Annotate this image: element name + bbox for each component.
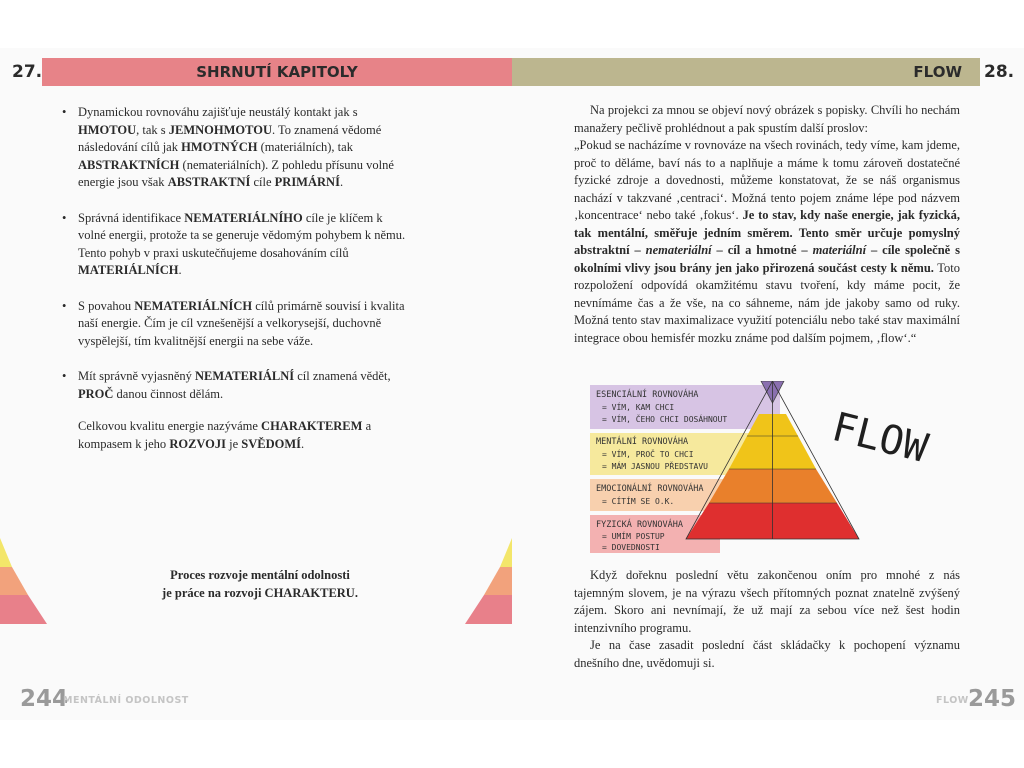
emphasis: – cíle společně s okolními vlivy jsou brány jen jako přirozená součást cesty k němu. <box>574 243 960 275</box>
level-line: = MÁM JASNOU PŘEDSTAVU <box>602 462 708 471</box>
summary-item: • Správná identifikace NEMATERIÁLNÍHO cíle je klíčem k volné energii, protože ta se generuje vědomým pohybem k němu. Tento pohyb v praxi uskutečňujeme dosahováním cílů MATERIÁLNÍCH. <box>60 210 410 280</box>
emphasis: ABSTRAKTNÍ <box>167 175 251 189</box>
left-page <box>0 48 512 720</box>
takeaway-line-2: je práce na rozvoji CHARAKTERU. <box>162 586 358 600</box>
flow-pyramid-illustration <box>584 381 964 553</box>
triangle-band-orange <box>0 567 28 595</box>
body-text-bottom <box>574 567 960 672</box>
emphasis: nemateriální <box>645 243 712 257</box>
level-line: = VÍM, KAM CHCI <box>602 403 675 412</box>
triangle-band-pink <box>0 595 47 624</box>
emphasis: HMOTNÝCH <box>181 140 258 154</box>
level-title: FYZICKÁ ROVNOVÁHA <box>596 520 683 530</box>
pyramid-tier-orange <box>709 469 837 503</box>
emphasis: SVĚDOMÍ <box>241 436 302 451</box>
page-number: 244 <box>20 686 69 712</box>
level-title: EMOCIONÁLNÍ ROVNOVÁHA <box>596 484 704 494</box>
emphasis: NEMATERIÁLNÍCH <box>134 298 253 313</box>
paragraph-reaction: Když dořeknu poslední větu zakončenou oním pro mnohé z nás tajemným slovem, je na výrazu všech přítomných poznat znatelně zvýšený zájem. Skoro ani nevnímají, že už mají za sebou více než šest hodin intenzivního programu. <box>574 568 960 635</box>
summary-item: • Dynamickou rovnováhu zajišťuje neustálý kontakt jak s HMOTOU, tak s JEMNOHMOTOU. To znamená vědomé následování cílů jak HMOTNÝCH (materiálních), tak ABSTRAKTNÍCH (nemateriálních). Z pohledu přísunu volné energie jsou však ABSTRAKTNÍ cíle PRIMÁRNÍ. <box>60 104 410 192</box>
paragraph-quote: „Pokud se nacházíme v rovnováze na všech rovinách, tedy víme, kam jdeme, proč to děláme, baví nás to a naplňuje a máme k tomu zároveň dostatečné fyzické zdroje a dovednosti, můžeme konstatovat, že se náš organismus nachází v takzvané ‚centraci‘. Možná tento pojem známe lépe pod názvem ‚koncentrace‘ nebo také ‚fokus‘. Je to stav, kdy naše energie, jak fyzická, tak mentální, směřuje jedním směrem. Tento směr určuje pomyslný abstraktní – nemateriální – cíl a hmotné – materiální – cíle společně s okolními vlivy jsou brány jen jako přirozená součást cesty k němu. Toto rozpoložení odpovídá okamžitému stavu tvoření, kdy máme pocit, že nevnímáme čas a že vše, na co sáhneme, nám jde jakoby samo od ruky. Možná tento stav maximalizace využití potenciálu nebo také stav maximální integrace obou hemisfér mozku známe pod dalším pojmem, ‚flow‘.“ <box>574 138 961 345</box>
emphasis: HMOTOU <box>78 122 137 137</box>
summary-item: • Mít správně vyjasněný NEMATERIÁLNÍ cíl znamená vědět, PROČ danou činnost dělám. <box>60 368 410 403</box>
chapter-number: 27. <box>12 62 43 82</box>
emphasis: ROZVOJI <box>169 436 227 451</box>
chapter-title-bar: FLOW <box>512 58 980 86</box>
triangle-decoration-left <box>0 538 48 624</box>
flow-handwritten-label: FLOW <box>827 404 933 473</box>
emphasis: JEMNOHMOTOU <box>168 122 272 137</box>
triangle-band-yellow <box>0 538 12 567</box>
triangle-decoration-right <box>464 538 512 624</box>
triangle-band-pink <box>465 595 512 624</box>
chapter-number: 28. <box>984 62 1015 82</box>
emphasis: CHARAKTEREM <box>261 419 363 433</box>
level-line: = UMÍM POSTUP <box>602 532 665 541</box>
chapter-takeaway <box>120 566 400 602</box>
summary-note: Celkovou kvalitu energie nazýváme CHARAKTEREM a kompasem k jeho ROZVOJI je SVĚDOMÍ. <box>78 419 372 451</box>
emphasis: – cíl a hmotné – <box>711 243 813 257</box>
emphasis: NEMATERIÁLNÍ <box>195 369 295 383</box>
level-line: = VÍM, PROČ TO CHCI <box>602 450 694 459</box>
level-title: MENTÁLNÍ ROVNOVÁHA <box>596 437 689 447</box>
emphasis: Je to stav, kdy naše energie, jak fyzická, tak mentální, směřuje jedním směrem. Tento směr určuje pomyslný abstraktní – <box>574 208 961 257</box>
level-line: = CÍTÍM SE O.K. <box>602 497 675 506</box>
emphasis: PRIMÁRNÍ <box>274 175 340 189</box>
emphasis: materiální <box>812 243 867 257</box>
book-spread <box>0 48 1024 720</box>
emphasis: NEMATERIÁLNÍHO <box>184 210 303 225</box>
body-text-top <box>574 102 960 347</box>
triangle-band-orange <box>484 567 512 595</box>
level-line: = VÍM, ČEHO CHCI DOSÁHNOUT <box>602 415 728 424</box>
takeaway-line-1: Proces rozvoje mentální odolnosti <box>170 568 350 582</box>
paragraph-closing: Je na čase zasadit poslední část skládačky k pochopení významu dnešního dne, uvědomuji si. <box>574 638 960 670</box>
page-number: 245 <box>968 686 1017 712</box>
level-title: ESENCIÁLNÍ ROVNOVÁHA <box>596 390 699 400</box>
triangle-band-yellow <box>500 538 512 567</box>
emphasis: PROČ <box>78 386 114 401</box>
running-title: FLOW <box>936 695 969 706</box>
running-title: MENTÁLNÍ ODOLNOST <box>63 695 189 706</box>
emphasis: MATERIÁLNÍCH <box>78 263 179 277</box>
paragraph-intro: Na projekci za mnou se objeví nový obrázek s popisky. Chvíli ho nechám manažery pečlivě prohlédnout a pak spustím další proslov: <box>574 103 960 135</box>
level-esencialni <box>590 385 780 429</box>
emphasis: ABSTRAKTNÍCH <box>78 157 180 172</box>
chapter-title-bar: SHRNUTÍ KAPITOLY <box>42 58 512 86</box>
summary-list <box>60 104 410 421</box>
summary-item: • S povahou NEMATERIÁLNÍCH cílů primárně souvisí i kvalita naší energie. Čím je cíl vznešenější a velkorysejší, duchovně vyspělejší, tím kvalitnější energii na sebe váže. <box>60 298 410 351</box>
right-page <box>512 48 1024 720</box>
level-line: = DOVEDNOSTI <box>602 543 660 552</box>
